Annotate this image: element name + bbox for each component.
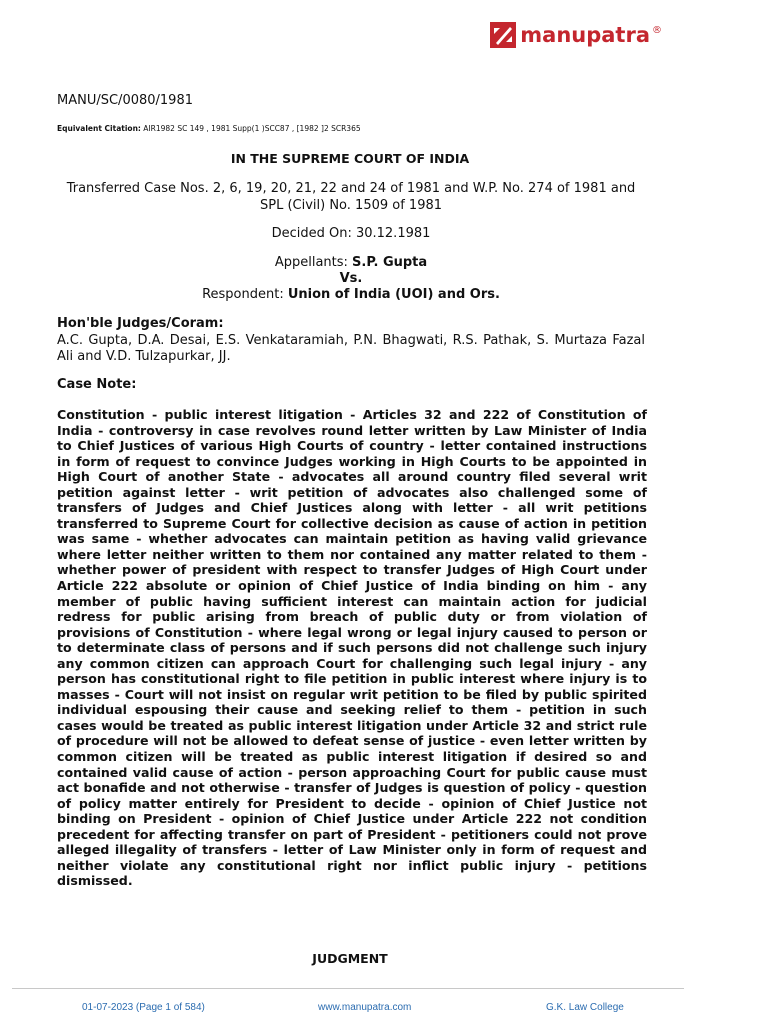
decided-on: Decided On: 30.12.1981 — [271, 226, 431, 241]
appellants-line — [57, 255, 645, 271]
manupatra-logo-icon — [490, 22, 516, 48]
appellants-label: Appellants: — [274, 255, 353, 270]
equivalent-citation — [57, 124, 361, 133]
parties — [57, 255, 645, 303]
case-note-heading: Case Note: — [57, 377, 137, 392]
transferred-cases: Transferred Case Nos. 2, 6, 19, 20, 21, 22 and 24 of 1981 and W.P. No. 274 of 1981 and SPL (Civil) No. 1509 of 1981 — [66, 181, 636, 213]
versus-line — [57, 271, 645, 287]
manupatra-logo — [490, 22, 662, 48]
judges-list: A.C. Gupta, D.A. Desai, E.S. Venkataramiah, P.N. Bhagwati, R.S. Pathak, S. Murtaza Fazal Ali and V.D. Tulzapurkar, JJ. — [57, 333, 645, 364]
judges-heading: Hon'ble Judges/Coram: — [57, 316, 224, 331]
brand-name: manupatra — [520, 23, 650, 47]
footer-date-page: 01-07-2023 (Page 1 of 584) — [82, 1002, 205, 1013]
registered-mark: ® — [652, 25, 662, 36]
equivalent-citation-value: AIR1982 SC 149 , 1981 Supp(1 )SCC87 , [1982 ]2 SCR365 — [140, 124, 361, 133]
versus: Vs. — [339, 271, 363, 286]
appellants-value: S.P. Gupta — [352, 255, 428, 270]
respondent-label: Respondent: — [202, 287, 288, 302]
respondent-line — [57, 287, 645, 303]
document-id: MANU/SC/0080/1981 — [57, 93, 193, 108]
case-note-body: Constitution - public interest litigation - Articles 32 and 222 of Constitution of India - controversy in case revolves round letter written by Law Minister of India to Chief Justices of various High Courts of country - letter contained instructions in form of request to convince Judges working in High Courts to be appointed in High Court of another State - advocates all around country filed several writ petition against letter - writ petition of advocates also challenged some of transfers of Judges and Chief Justices along with letter - all writ petitions transferred to Supreme Court for collective decision as cause of action in petition was same - whether advocates can maintain petition as having valid grievance where letter neither written to them nor contained any matter related to them - whether power of president with respect to transfer Judges of High Court under Article 222 absolute or opinion of Chief Justice of India binding on him - any member of public having sufficient interest can maintain action for judicial redress for public arising from breach of public duty or from violation of provisions of Constitution - where legal wrong or legal injury caused to person or to determinate class of persons and if such persons did not challenge such injury any common citizen can approach Court for challenging such legal injury - any person has constitutional right to file petition in public interest where injury is to masses - Court will not insist on regular writ petition to be filed by public spirited individual espousing their cause and seeking relief to them - petition in such cases would be treated as public interest litigation under Article 32 and strict rule of procedure will not be allowed to defeat sense of justice - even letter written by common citizen will be treated as public interest litigation if desired so and contained valid cause of action - person approaching Court for public cause must act bonafide and not otherwise - transfer of Judges is question of policy - question of policy matter entirely for President to decide - opinion of Chief Justice not binding on President - opinion of Chief Justice under Article 222 not condition precedent for affecting transfer on part of President - petitioners could not prove alleged illegality of transfers - letter of Law Minister only in form of request and neither violate any constitutional right nor inflict public injury - petitions dismissed. — [57, 407, 647, 889]
footer-website-link[interactable]: www.manupatra.com — [318, 1002, 412, 1013]
equivalent-citation-label: Equivalent Citation: — [57, 124, 141, 133]
court-title: IN THE SUPREME COURT OF INDIA — [230, 151, 470, 166]
judgment-heading: JUDGMENT — [312, 951, 388, 966]
footer-institution: G.K. Law College — [546, 1002, 624, 1013]
footer-divider — [12, 988, 684, 989]
respondent-value: Union of India (UOI) and Ors. — [287, 287, 500, 302]
